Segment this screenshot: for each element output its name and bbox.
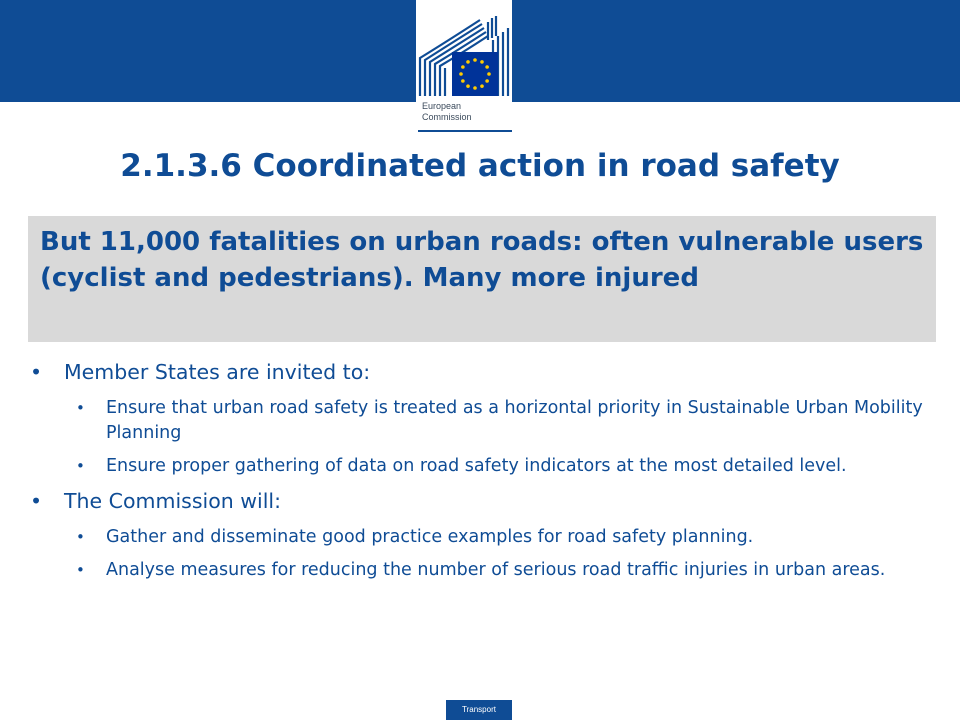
bullet-text: The Commission will:	[64, 489, 282, 513]
eu-star	[461, 65, 465, 69]
logo-line-2: Commission	[422, 112, 472, 122]
european-commission-logo	[416, 0, 512, 134]
logo-line-1: European	[422, 101, 462, 111]
commission-building-icon	[416, 0, 512, 100]
eu-star	[485, 65, 489, 69]
bullet-commission	[30, 487, 930, 515]
eu-star	[480, 60, 484, 64]
sub-bullet-text: Gather and disseminate good practice examples for road safety planning.	[106, 527, 754, 547]
sub-bullet-icon: •	[76, 457, 85, 475]
bullet-member-states	[30, 358, 930, 386]
sub-bullet	[30, 396, 930, 446]
sub-bullet	[30, 525, 930, 550]
eu-star	[485, 79, 489, 83]
sub-bullet-icon: •	[76, 561, 85, 579]
sub-bullet-icon: •	[76, 528, 85, 546]
eu-star	[473, 86, 477, 90]
footer-transport-tag: Transport	[446, 700, 512, 720]
eu-star	[466, 60, 470, 64]
sub-bullet	[30, 454, 930, 479]
eu-star	[473, 58, 477, 62]
bullet-icon: •	[30, 489, 43, 513]
bullet-text: Member States are invited to:	[64, 360, 371, 384]
eu-star	[487, 72, 491, 76]
highlight-box	[28, 216, 936, 342]
eu-star	[480, 84, 484, 88]
sub-bullet-text: Ensure proper gathering of data on road safety indicators at the most detailed level.	[106, 456, 847, 476]
eu-star	[461, 79, 465, 83]
bullet-icon: •	[30, 360, 43, 384]
slide-title: 2.1.3.6 Coordinated action in road safety	[120, 148, 840, 184]
eu-star	[459, 72, 463, 76]
logo-wordmark	[422, 101, 472, 123]
sub-bullet	[30, 558, 930, 583]
bullet-list	[30, 358, 930, 591]
sub-bullet-icon: •	[76, 399, 85, 417]
logo-underline	[418, 130, 512, 132]
highlight-text: But 11,000 fatalities on urban roads: often vulnerable users (cyclist and pedestrians). Many more injured	[40, 227, 924, 293]
sub-bullet-text: Ensure that urban road safety is treated as a horizontal priority in Sustainable Urban Mobility Planning	[106, 398, 923, 443]
sub-bullet-text: Analyse measures for reducing the number of serious road traffic injuries in urban areas.	[106, 560, 886, 580]
eu-star	[466, 84, 470, 88]
